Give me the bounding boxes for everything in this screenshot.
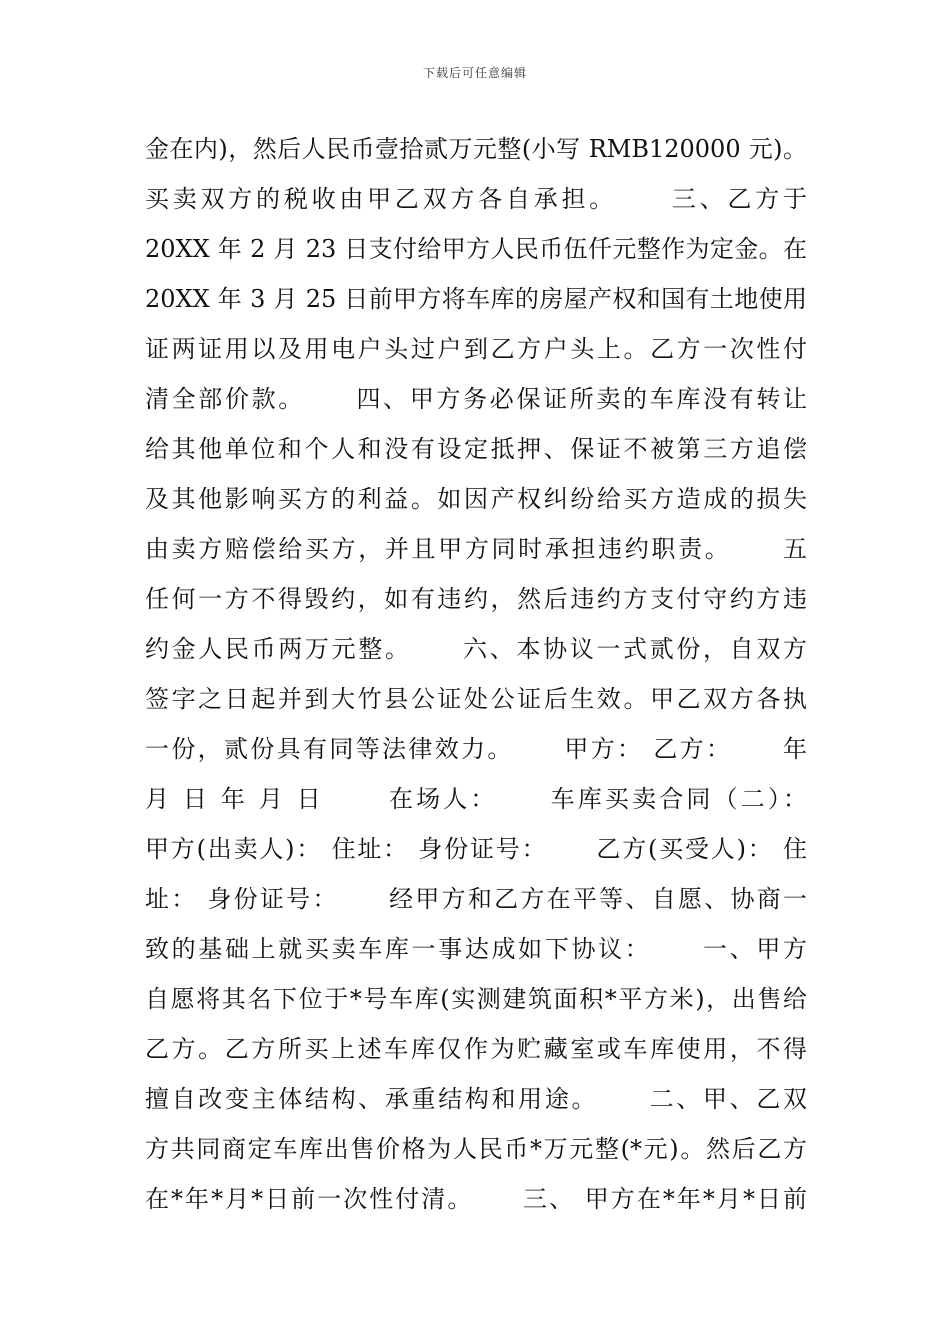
text-line: 乙方。乙方所买上述车库仅作为贮藏室或车库使用，不得 xyxy=(145,1035,807,1063)
text-line: 清全部价款。 四、甲方务必保证所卖的车库没有转让 xyxy=(145,385,807,413)
text-line: 方共同商定车库出售价格为人民币*万元整(*元)。然后乙方 xyxy=(145,1135,807,1163)
text-line: 一份，贰份具有同等法律效力。 甲方： 乙方： 年 xyxy=(145,735,807,763)
text-line: 致的基础上就买卖车库一事达成如下协议： 一、甲方 xyxy=(145,935,807,963)
text-line: 签字之日起并到大竹县公证处公证后生效。甲乙双方各执 xyxy=(145,685,807,713)
text-line: 月 日 年 月 日 在场人： 车库买卖合同（二）： xyxy=(145,785,807,813)
text-line: 20XX 年 3 月 25 日前甲方将车库的房屋产权和国有土地使用 xyxy=(145,285,807,313)
text-line: 金在内)，然后人民币壹拾贰万元整(小写 RMB120000 元)。 xyxy=(145,135,807,163)
text-line: 甲方(出卖人)： 住址： 身份证号： 乙方(买受人)： 住 xyxy=(145,835,807,863)
text-line: 自愿将其名下位于*号车库(实测建筑面积*平方米)，出售给 xyxy=(145,985,807,1013)
text-line: 及其他影响买方的利益。如因产权纠纷给买方造成的损失 xyxy=(145,485,807,513)
text-line: 由卖方赔偿给买方，并且甲方同时承担违约职责。 五 xyxy=(145,535,807,563)
text-line: 址： 身份证号： 经甲方和乙方在平等、自愿、协商一 xyxy=(145,885,807,913)
text-line: 约金人民币两万元整。 六、本协议一式贰份，自双方 xyxy=(145,635,807,663)
text-line: 买卖双方的税收由甲乙双方各自承担。 三、乙方于 xyxy=(145,185,807,213)
text-line: 任何一方不得毁约，如有违约，然后违约方支付守约方违 xyxy=(145,585,807,613)
contract-body xyxy=(145,124,807,1224)
text-line: 在*年*月*日前一次性付清。 三、 甲方在*年*月*日前 xyxy=(145,1185,807,1213)
text-line: 给其他单位和个人和没有设定抵押、保证不被第三方追偿 xyxy=(145,435,807,463)
text-line: 证两证用以及用电户头过户到乙方户头上。乙方一次性付 xyxy=(145,335,807,363)
page-header: 下载后可任意编辑 xyxy=(422,66,527,80)
text-line: 擅自改变主体结构、承重结构和用途。 二、甲、乙双 xyxy=(145,1085,807,1113)
text-line: 20XX 年 2 月 23 日支付给甲方人民币伍仟元整作为定金。在 xyxy=(145,235,807,263)
